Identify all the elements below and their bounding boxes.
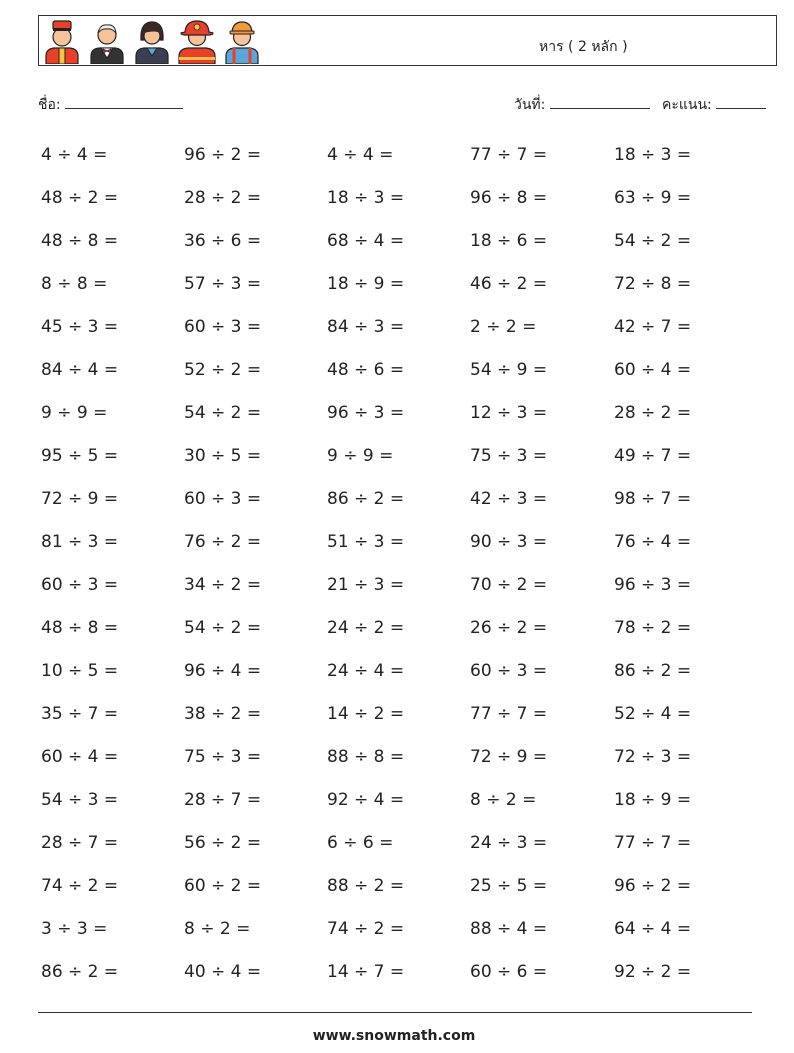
problem-item: 72 ÷ 9 = <box>41 489 119 509</box>
problem-item: 30 ÷ 5 = <box>184 446 262 466</box>
problem-item: 42 ÷ 3 = <box>470 489 548 509</box>
worker-icon <box>223 18 261 64</box>
waiter-icon <box>88 18 126 64</box>
problem-item: 4 ÷ 4 = <box>41 145 108 165</box>
problem-item: 48 ÷ 8 = <box>41 231 119 251</box>
footer-url: www.snowmath.com <box>312 1028 476 1044</box>
date-field[interactable] <box>514 94 650 116</box>
problem-item: 75 ÷ 3 = <box>184 747 262 767</box>
problem-item: 88 ÷ 4 = <box>470 919 548 939</box>
problem-item: 24 ÷ 2 = <box>327 618 405 638</box>
problem-item: 54 ÷ 2 = <box>184 403 262 423</box>
problem-item: 18 ÷ 9 = <box>614 790 692 810</box>
problem-item: 60 ÷ 4 = <box>614 360 692 380</box>
problem-item: 72 ÷ 9 = <box>470 747 548 767</box>
problem-item: 26 ÷ 2 = <box>470 618 548 638</box>
problem-item: 88 ÷ 2 = <box>327 876 405 896</box>
problem-item: 45 ÷ 3 = <box>41 317 119 337</box>
problem-item: 56 ÷ 2 = <box>184 833 262 853</box>
problem-item: 54 ÷ 3 = <box>41 790 119 810</box>
name-label: ชื่อ: <box>38 97 61 113</box>
problem-item: 88 ÷ 8 = <box>327 747 405 767</box>
problem-item: 86 ÷ 2 = <box>41 962 119 982</box>
problem-item: 60 ÷ 6 = <box>470 962 548 982</box>
problem-item: 52 ÷ 2 = <box>184 360 262 380</box>
problem-item: 18 ÷ 9 = <box>327 274 405 294</box>
problem-item: 35 ÷ 7 = <box>41 704 119 724</box>
problem-item: 38 ÷ 2 = <box>184 704 262 724</box>
problem-item: 8 ÷ 2 = <box>470 790 537 810</box>
problem-item: 86 ÷ 2 = <box>614 661 692 681</box>
problem-item: 60 ÷ 3 = <box>184 317 262 337</box>
avatar-strip <box>43 18 261 64</box>
worksheet-title: หาร ( 2 หลัก ) <box>539 39 628 55</box>
problem-item: 48 ÷ 8 = <box>41 618 119 638</box>
problem-item: 64 ÷ 4 = <box>614 919 692 939</box>
problem-item: 96 ÷ 3 = <box>614 575 692 595</box>
problem-item: 96 ÷ 4 = <box>184 661 262 681</box>
problem-item: 78 ÷ 2 = <box>614 618 692 638</box>
problem-item: 6 ÷ 6 = <box>327 833 394 853</box>
date-label: วันที่: <box>514 97 546 113</box>
problem-item: 18 ÷ 6 = <box>470 231 548 251</box>
problem-item: 28 ÷ 7 = <box>184 790 262 810</box>
problem-item: 57 ÷ 3 = <box>184 274 262 294</box>
problem-grid <box>41 140 757 1000</box>
problem-item: 36 ÷ 6 = <box>184 231 262 251</box>
problem-item: 96 ÷ 8 = <box>470 188 548 208</box>
problem-item: 9 ÷ 9 = <box>41 403 108 423</box>
problem-item: 81 ÷ 3 = <box>41 532 119 552</box>
problem-item: 51 ÷ 3 = <box>327 532 405 552</box>
problem-item: 49 ÷ 7 = <box>614 446 692 466</box>
problem-item: 90 ÷ 3 = <box>470 532 548 552</box>
problem-item: 60 ÷ 2 = <box>184 876 262 896</box>
problem-item: 10 ÷ 5 = <box>41 661 119 681</box>
problem-item: 98 ÷ 7 = <box>614 489 692 509</box>
problem-item: 34 ÷ 2 = <box>184 575 262 595</box>
problem-item: 24 ÷ 3 = <box>470 833 548 853</box>
problem-item: 28 ÷ 7 = <box>41 833 119 853</box>
problem-item: 74 ÷ 2 = <box>327 919 405 939</box>
businesswoman-icon <box>133 18 171 64</box>
bellhop-icon <box>43 18 81 64</box>
problem-item: 92 ÷ 2 = <box>614 962 692 982</box>
score-blank[interactable] <box>716 94 766 109</box>
problem-item: 2 ÷ 2 = <box>470 317 537 337</box>
problem-item: 52 ÷ 4 = <box>614 704 692 724</box>
firefighter-icon <box>178 18 216 64</box>
problem-item: 84 ÷ 3 = <box>327 317 405 337</box>
name-blank[interactable] <box>65 94 183 109</box>
problem-item: 54 ÷ 9 = <box>470 360 548 380</box>
problem-item: 86 ÷ 2 = <box>327 489 405 509</box>
problem-item: 95 ÷ 5 = <box>41 446 119 466</box>
problem-item: 68 ÷ 4 = <box>327 231 405 251</box>
problem-item: 96 ÷ 3 = <box>327 403 405 423</box>
problem-item: 54 ÷ 2 = <box>614 231 692 251</box>
problem-item: 60 ÷ 3 = <box>184 489 262 509</box>
problem-item: 18 ÷ 3 = <box>614 145 692 165</box>
score-field[interactable] <box>662 94 766 116</box>
problem-item: 4 ÷ 4 = <box>327 145 394 165</box>
problem-item: 3 ÷ 3 = <box>41 919 108 939</box>
problem-item: 70 ÷ 2 = <box>470 575 548 595</box>
date-blank[interactable] <box>550 94 650 109</box>
problem-item: 63 ÷ 9 = <box>614 188 692 208</box>
problem-item: 48 ÷ 2 = <box>41 188 119 208</box>
problem-item: 48 ÷ 6 = <box>327 360 405 380</box>
problem-item: 72 ÷ 3 = <box>614 747 692 767</box>
name-field[interactable] <box>38 94 183 116</box>
problem-item: 8 ÷ 8 = <box>41 274 108 294</box>
problem-item: 96 ÷ 2 = <box>614 876 692 896</box>
problem-item: 14 ÷ 7 = <box>327 962 405 982</box>
problem-item: 96 ÷ 2 = <box>184 145 262 165</box>
problem-item: 18 ÷ 3 = <box>327 188 405 208</box>
problem-item: 60 ÷ 3 = <box>470 661 548 681</box>
problem-item: 74 ÷ 2 = <box>41 876 119 896</box>
problem-item: 60 ÷ 4 = <box>41 747 119 767</box>
problem-item: 9 ÷ 9 = <box>327 446 394 466</box>
problem-item: 54 ÷ 2 = <box>184 618 262 638</box>
problem-item: 25 ÷ 5 = <box>470 876 548 896</box>
problem-item: 24 ÷ 4 = <box>327 661 405 681</box>
problem-item: 46 ÷ 2 = <box>470 274 548 294</box>
problem-item: 76 ÷ 2 = <box>184 532 262 552</box>
problem-item: 28 ÷ 2 = <box>614 403 692 423</box>
problem-item: 21 ÷ 3 = <box>327 575 405 595</box>
problem-item: 8 ÷ 2 = <box>184 919 251 939</box>
problem-item: 28 ÷ 2 = <box>184 188 262 208</box>
problem-item: 77 ÷ 7 = <box>614 833 692 853</box>
footer-divider <box>38 1012 752 1013</box>
problem-item: 72 ÷ 8 = <box>614 274 692 294</box>
score-label: คะแนน: <box>662 97 712 113</box>
problem-item: 77 ÷ 7 = <box>470 704 548 724</box>
problem-item: 75 ÷ 3 = <box>470 446 548 466</box>
problem-item: 84 ÷ 4 = <box>41 360 119 380</box>
problem-item: 14 ÷ 2 = <box>327 704 405 724</box>
problem-item: 76 ÷ 4 = <box>614 532 692 552</box>
problem-item: 42 ÷ 7 = <box>614 317 692 337</box>
problem-item: 77 ÷ 7 = <box>470 145 548 165</box>
problem-item: 60 ÷ 3 = <box>41 575 119 595</box>
problem-item: 12 ÷ 3 = <box>470 403 548 423</box>
worksheet-header <box>38 15 777 66</box>
problem-item: 40 ÷ 4 = <box>184 962 262 982</box>
problem-item: 92 ÷ 4 = <box>327 790 405 810</box>
